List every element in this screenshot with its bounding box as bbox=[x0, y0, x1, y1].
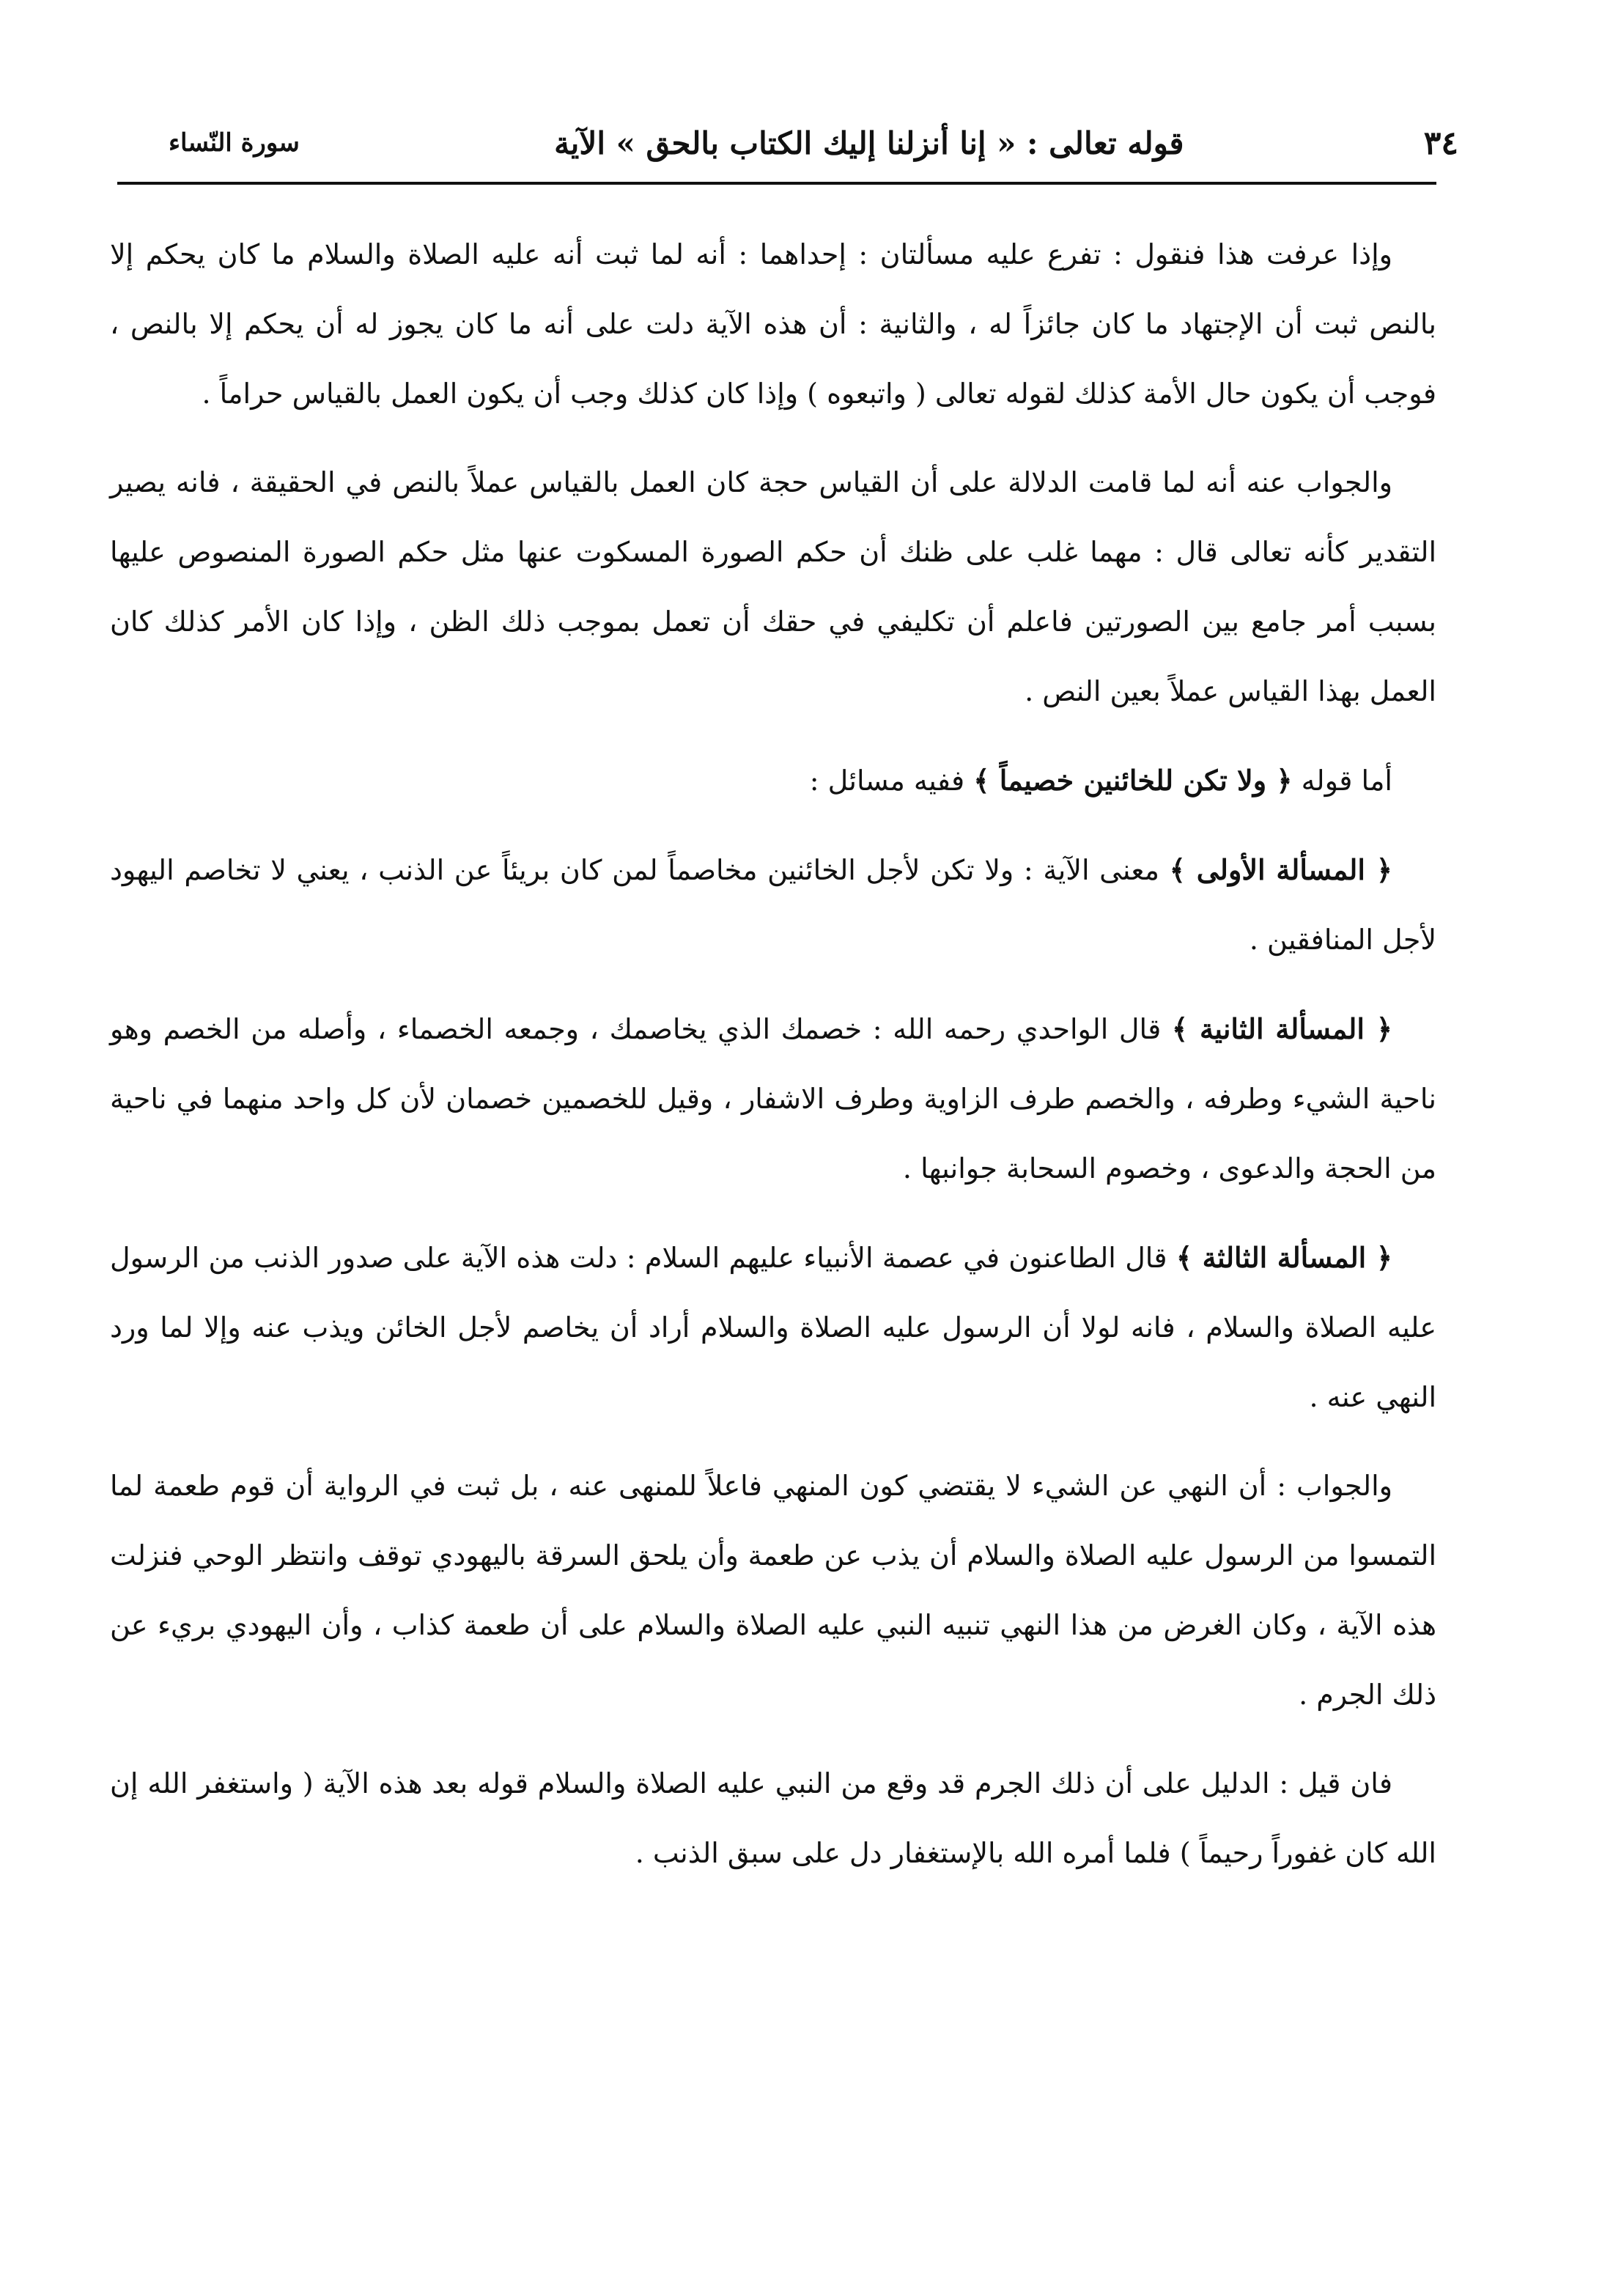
running-title: قوله تعالى : « إنا أنزلنا إليك الكتاب بالحق » الآية bbox=[554, 125, 1184, 161]
paragraph-4 bbox=[110, 835, 1436, 975]
paragraph-text: فان قيل : الدليل على أن ذلك الجرم قد وقع من النبي عليه الصلاة والسلام قوله بعد هذه الآية ( واستغفر الله إن الله كان غفوراً رحيماً ) فلما أمره الله بالإستغفار دل على سبق الذنب . bbox=[110, 1767, 1436, 1869]
paragraph-6 bbox=[110, 1223, 1436, 1432]
paragraph-text: والجواب : أن النهي عن الشيء لا يقتضي كون المنهي فاعلاً للمنهى عنه ، بل ثبت في الرواية أن قوم طعمة لما التمسوا من الرسول عليه الصلاة والسلام أن يذب عن طعمة وأن يلحق السرقة باليهودي توقف وانتظر الوحي فنزلت هذه الآية ، وكان الغرض من هذا النهي تنبيه النبي عليه الصلاة والسلام على أن طعمة كذاب ، وأن اليهودي بريء عن ذلك الجرم . bbox=[110, 1470, 1436, 1711]
paragraph-8 bbox=[110, 1749, 1436, 1888]
body-text bbox=[110, 220, 1436, 1907]
paragraph-5 bbox=[110, 994, 1436, 1204]
header-divider bbox=[117, 182, 1436, 185]
paragraph-text: ففيه مسائل : bbox=[809, 765, 965, 797]
paragraph-text: وإذا عرفت هذا فنقول : تفرع عليه مسألتان : إحداهما : أنه لما ثبت أنه عليه الصلاة والسلام ما كان يحكم إلا بالنص ثبت أن الإجتهاد ما كان جائزاً له ، والثانية : أن هذه الآية دلت على أنه ما كان يجوز له أن يحكم إلا بالنص ، فوجب أن يكون حال الأمة كذلك لقوله تعالى ( واتبعوه ) وإذا كان كذلك وجب أن يكون العمل بالقياس حراماً . bbox=[110, 238, 1436, 410]
paragraph-text: قال الطاعنون في عصمة الأنبياء عليهم السلام : دلت هذه الآية على صدور الذنب من الرسول عليه الصلاة والسلام ، فانه لولا أن الرسول عليه الصلاة والسلام أراد أن يخاصم لأجل الخائن ويذب عنه وإلا لما ورد النهي عنه . bbox=[110, 1242, 1436, 1413]
paragraph-text: قال الواحدي رحمه الله : خصمك الذي يخاصمك ، وجمعه الخصماء ، وأصله من الخصم وهو ناحية الشيء وطرفه ، والخصم طرف الزاوية وطرف الاشفار ، وقيل للخصمين خصمان لأن كل واحد منهما في ناحية من الحجة والدعوى ، وخصوم السحابة جوانبها . bbox=[110, 1013, 1436, 1185]
paragraph-lead: أما قوله bbox=[1301, 765, 1392, 797]
paragraph-2 bbox=[110, 448, 1436, 726]
page-number: ٣٤ bbox=[1423, 124, 1458, 162]
surah-name: سورة النّساء bbox=[169, 128, 300, 158]
paragraph-text: والجواب عنه أنه لما قامت الدلالة على أن القياس حجة كان العمل بالقياس عملاً بالنص في الحقيقة ، فانه يصير التقدير كأنه تعالى قال : مهما غلب على ظنك أن حكم الصورة المسكوت عنها مثل حكم الصورة المنصوص عليها بسبب أمر جامع بين الصورتين فاعلم أن تكليفي في حقك أن تعمل بموجب ذلك الظن ، وإذا كان الأمر كذلك كان العمل بهذا القياس عملاً بعين النص . bbox=[110, 466, 1437, 707]
quoted-verse: ﴿ ولا تكن للخائنين خصيماً ﴾ bbox=[973, 764, 1293, 797]
issue-heading: ﴿ المسألة الثانية ﴾ bbox=[1171, 1012, 1392, 1045]
paragraph-1 bbox=[110, 220, 1436, 429]
page-header bbox=[169, 110, 1458, 176]
paragraph-text: معنى الآية : ولا تكن لأجل الخائنين مخاصماً لمن كان بريئاً عن الذنب ، يعني لا تخاصم اليهود لأجل المنافقين . bbox=[110, 854, 1436, 956]
paragraph-7 bbox=[110, 1451, 1436, 1730]
issue-heading: ﴿ المسألة الأولى ﴾ bbox=[1169, 853, 1392, 886]
paragraph-3 bbox=[110, 745, 1436, 816]
issue-heading: ﴿ المسألة الثالثة ﴾ bbox=[1175, 1241, 1392, 1274]
